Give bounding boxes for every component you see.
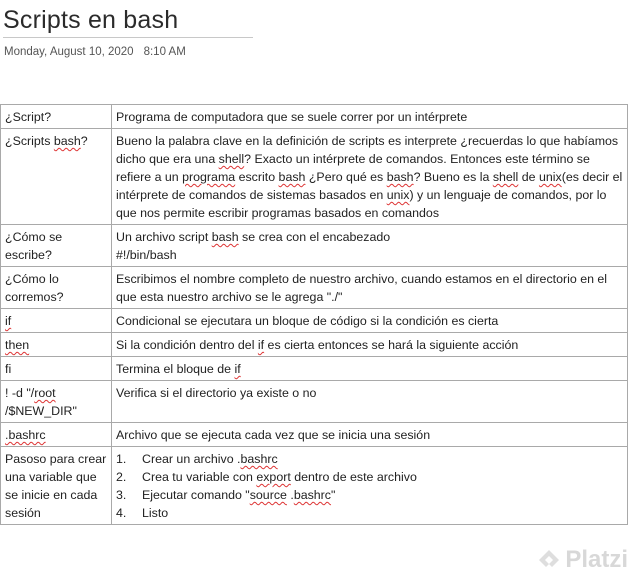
page-date: Monday, August 10, 2020 — [4, 46, 134, 58]
definition-cell[interactable] — [112, 129, 628, 225]
def-text: de — [518, 170, 539, 184]
spell-flag: bash — [278, 170, 306, 184]
table-row — [1, 225, 628, 267]
def-text: ? Bueno es la — [413, 170, 493, 184]
term-cell[interactable] — [1, 381, 112, 423]
spell-flag: shell — [218, 152, 245, 166]
term-cell[interactable] — [1, 423, 112, 447]
watermark-text: Platzi — [565, 546, 628, 573]
list-number: 4. — [116, 506, 127, 520]
list-item — [116, 450, 623, 468]
spell-flag: if — [5, 314, 12, 328]
term-cell[interactable]: ¿Cómo lo corremos? — [1, 267, 112, 309]
table-row — [1, 267, 628, 309]
spell-flag: export — [256, 470, 291, 484]
spell-flag: bashrc — [293, 488, 332, 502]
list-number: 2. — [116, 470, 127, 484]
list-text — [142, 468, 417, 486]
list-text — [142, 486, 335, 504]
table-row — [1, 105, 628, 129]
term-cell[interactable]: ¿Cómo se escribe? — [1, 225, 112, 267]
definition-cell[interactable]: Programa de computadora que se suele correr por un intérprete — [112, 105, 628, 129]
table-row — [1, 129, 628, 225]
page-title[interactable]: Scripts en bash — [3, 6, 179, 34]
step-text: dentro de este archivo — [290, 470, 417, 484]
term-cell[interactable]: fi — [1, 357, 112, 381]
list-text — [142, 504, 168, 522]
platzi-watermark — [538, 546, 628, 574]
spell-flag: if — [257, 338, 265, 352]
step-text: " — [331, 488, 336, 502]
list-item — [116, 504, 623, 522]
definition-cell[interactable]: Archivo que se ejecuta cada vez que se inicia una sesión — [112, 423, 628, 447]
spell-flag: shell — [492, 170, 519, 184]
definition-cell[interactable]: Escribimos el nombre completo de nuestro archivo, cuando estamos en el directorio en el que esta nuestro archivo se le agrega "./" — [112, 267, 628, 309]
list-item — [116, 468, 623, 486]
def-text: ) y un lenguaje de comandos, por lo que nos permite escribir programas basados en comandos — [116, 188, 607, 220]
spell-flag: unix — [386, 188, 410, 202]
platzi-logo-icon — [538, 549, 560, 571]
term-text: ! -d "/ — [5, 386, 35, 400]
table-row — [1, 309, 628, 333]
spell-flag: root — [34, 386, 56, 400]
definition-cell[interactable] — [112, 225, 628, 267]
spell-flag: bash — [211, 230, 239, 244]
definition-cell[interactable] — [112, 333, 628, 357]
def-text: ? Exacto un intérprete de comandos. Entonces este término se refiere a un — [116, 152, 590, 184]
page-datetime — [4, 46, 186, 58]
spell-flag: bash — [53, 134, 81, 148]
list-number: 3. — [116, 488, 127, 502]
term-text: /$NEW_DIR" — [5, 404, 77, 418]
spell-flag: .bashrc — [5, 428, 46, 442]
step-text: Ejecutar comando " — [142, 488, 250, 502]
table-row — [1, 381, 628, 423]
def-text: Termina el bloque de — [116, 362, 235, 376]
table-row — [1, 447, 628, 525]
list-text — [142, 450, 278, 468]
term-cell[interactable] — [1, 333, 112, 357]
table-row — [1, 423, 628, 447]
def-text: ¿Pero qué es — [305, 170, 387, 184]
definition-cell[interactable] — [112, 357, 628, 381]
list-number: 1. — [116, 452, 127, 466]
term-cell[interactable] — [1, 309, 112, 333]
spell-flag: unix — [538, 170, 562, 184]
def-text: (es decir el intérprete de comandos de sistemas basados en — [116, 170, 623, 202]
spell-flag: then — [5, 338, 30, 352]
spell-flag: bash — [386, 170, 414, 184]
spell-flag: programa — [182, 170, 236, 184]
definition-cell[interactable] — [112, 447, 628, 525]
def-code: #!/bin/bash — [116, 248, 177, 262]
notes-table — [0, 104, 628, 525]
term-text: ¿Scripts — [5, 134, 54, 148]
step-text: Crea tu variable con — [142, 470, 257, 484]
def-text: Un archivo script — [116, 230, 212, 244]
spell-flag: source — [249, 488, 287, 502]
spell-flag: if — [234, 362, 241, 376]
def-text: Si la condición dentro del — [116, 338, 258, 352]
table-row — [1, 333, 628, 357]
term-cell[interactable]: ¿Script? — [1, 105, 112, 129]
steps-list — [116, 450, 623, 522]
step-text: Listo — [142, 506, 169, 520]
table-row — [1, 357, 628, 381]
def-text: se crea con el encabezado — [238, 230, 391, 244]
title-underline — [3, 37, 253, 38]
spell-flag: bashrc — [240, 452, 278, 466]
def-text: es cierta entonces se hará la siguiente acción — [264, 338, 519, 352]
term-text: ? — [80, 134, 88, 148]
page-time: 8:10 AM — [143, 46, 186, 58]
list-item — [116, 486, 623, 504]
term-cell[interactable]: Pasoso para crear una variable que se inicie en cada sesión — [1, 447, 112, 525]
step-text: . — [286, 488, 294, 502]
definition-cell[interactable]: Condicional se ejecutara un bloque de código si la condición es cierta — [112, 309, 628, 333]
def-text: Bueno la palabra clave en la definición de scripts es interprete ¿recuerdas lo que habíamos dicho que era una — [116, 134, 619, 166]
definition-cell[interactable]: Verifica si el directorio ya existe o no — [112, 381, 628, 423]
step-text: Crear un archivo . — [142, 452, 241, 466]
term-cell[interactable] — [1, 129, 112, 225]
def-text: escrito — [235, 170, 279, 184]
